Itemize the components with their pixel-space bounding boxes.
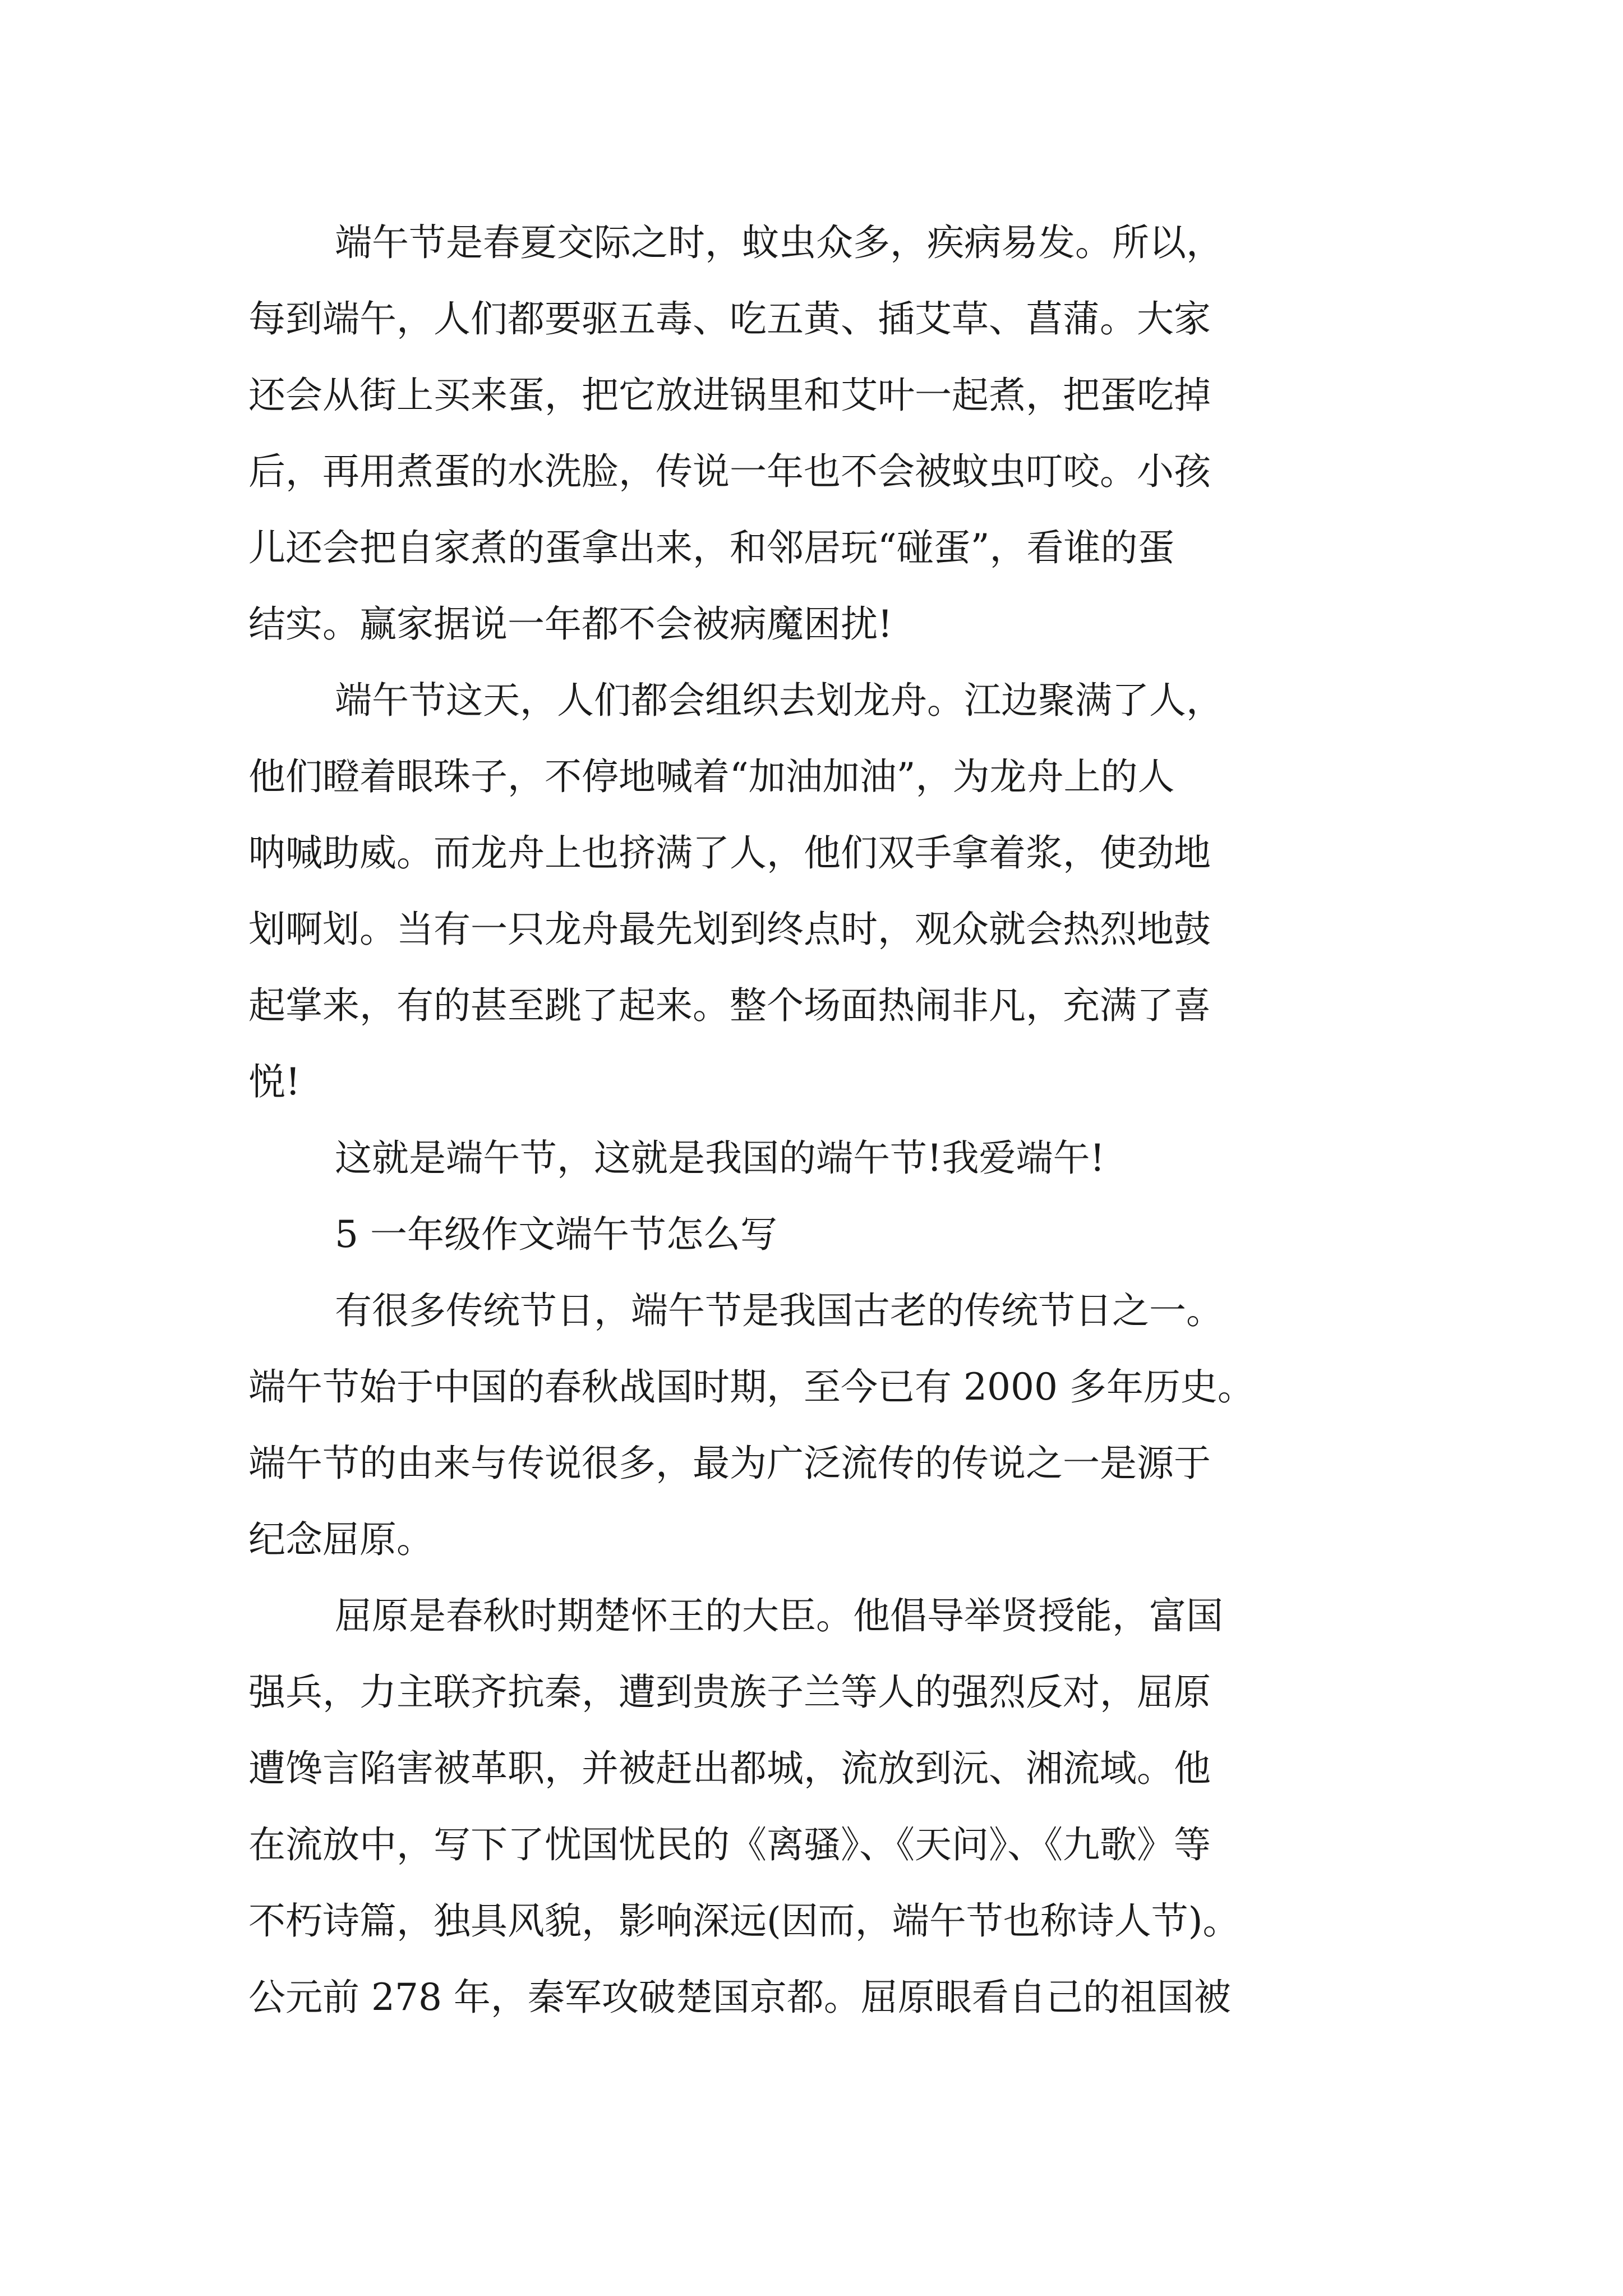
text-line: 呐喊助威。而龙舟上也挤满了人，他们双手拿着浆，使劲地 bbox=[248, 831, 1211, 875]
text-line: 还会从街上买来蛋，把它放进锅里和艾叶一起煮，把蛋吃掉 bbox=[248, 374, 1211, 417]
text-line: 端午节始于中国的春秋战国时期，至今已有 2000 多年历史。 bbox=[248, 1365, 1255, 1409]
text-line: 纪念屈原。 bbox=[248, 1518, 434, 1561]
text-line: 划啊划。当有一只龙舟最先划到终点时，观众就会热烈地鼓 bbox=[248, 908, 1211, 951]
text-line: 端午节这天，人们都会组织去划龙舟。江边聚满了人， bbox=[335, 679, 1223, 722]
text-line: 端午节的由来与传说很多，最为广泛流传的传说之一是源于 bbox=[248, 1442, 1211, 1485]
text-line: 后，再用煮蛋的水洗脸，传说一年也不会被蚊虫叮咬。小孩 bbox=[248, 450, 1211, 493]
text-line: 他们瞪着眼珠子，不停地喊着“加油加油”，为龙舟上的人 bbox=[248, 755, 1175, 798]
text-line: 屈原是春秋时期楚怀王的大臣。他倡导举贤授能，富国 bbox=[335, 1594, 1223, 1637]
text-line: 结实。赢家据说一年都不会被病魔困扰! bbox=[248, 602, 893, 646]
text-line: 儿还会把自家煮的蛋拿出来，和邻居玩“碰蛋”，看谁的蛋 bbox=[248, 526, 1175, 569]
text-line: 公元前 278 年，秦军攻破楚国京都。屈原眼看自己的祖国被 bbox=[248, 1976, 1231, 2019]
text-line: 强兵，力主联齐抗秦，遭到贵族子兰等人的强烈反对，屈原 bbox=[248, 1671, 1211, 1714]
text-line: 每到端午，人们都要驱五毒、吃五黄、插艾草、菖蒲。大家 bbox=[248, 297, 1211, 341]
text-line: 这就是端午节，这就是我国的端午节!我爱端午! bbox=[335, 1137, 1105, 1180]
text-line: 不朽诗篇，独具风貌，影响深远(因而，端午节也称诗人节)。 bbox=[248, 1899, 1240, 1943]
text-line: 在流放中，写下了忧国忧民的《离骚》、《天问》、《九歌》等 bbox=[248, 1823, 1211, 1866]
text-line: 起掌来，有的甚至跳了起来。整个场面热闹非凡，充满了喜 bbox=[248, 984, 1211, 1027]
text-line: 遭馋言陷害被革职，并被赶出都城，流放到沅、湘流域。他 bbox=[248, 1747, 1211, 1790]
section-heading: 5 一年级作文端午节怎么写 bbox=[335, 1213, 777, 1256]
text-line: 端午节是春夏交际之时，蚊虫众多，疾病易发。所以， bbox=[335, 221, 1223, 264]
text-line: 悦! bbox=[248, 1060, 301, 1103]
text-line: 有很多传统节日，端午节是我国古老的传统节日之一。 bbox=[335, 1289, 1223, 1332]
